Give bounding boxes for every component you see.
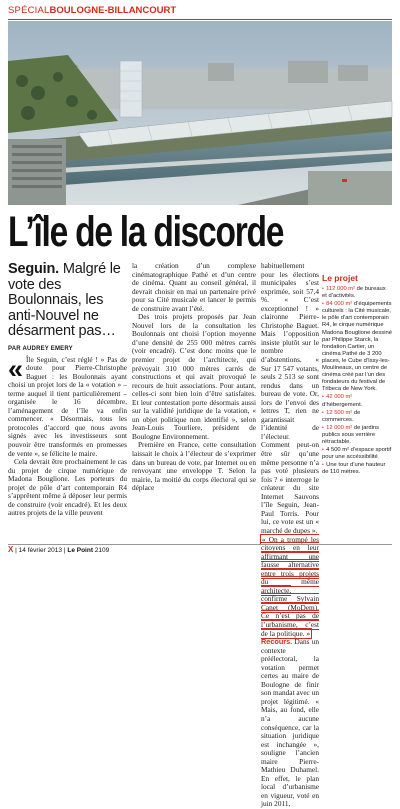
hero-photo [8, 21, 392, 205]
sidebar-item-figure: 12 000 m² [326, 424, 354, 431]
paragraph: Recours. Dans un contexte préélectoral, la votation permet certes au maire de Boulogne de finir son mandat avec un projet légitimé. « Mais, au fond, elle n’a aucune conséquence, car la situation juridique est inchangée », souligne l’ancien maire Pierre-Mathieu Duhamel. En effet, le plan local d’urbanisme en vigueur, voté en juin 2011, [261, 637, 319, 809]
bullet-icon: • [322, 462, 326, 469]
column-3 [261, 261, 319, 809]
bullet-icon: • [322, 447, 326, 454]
bullet-icon: • [322, 394, 326, 401]
body-col3 [261, 262, 319, 809]
paragraph: Cela devrait être prochainement le cas du projet de cirque numérique de Madona Bouglione. Les porteurs du projet de pôle d’art contemporain R4 s’apprêtent même à déposer leur permis de construire (voir encadré). Et les deux autres projets de la ville peuvent [8, 457, 127, 518]
bullet-icon: • [322, 301, 326, 308]
dropcap: « [8, 353, 24, 384]
sidebar-item-text: d’hébergement. [322, 401, 363, 408]
body-col1 [8, 353, 127, 518]
header-rule [8, 19, 392, 20]
footer-brand: Le Point [67, 547, 93, 554]
column-1 [8, 262, 127, 542]
body-col2 [132, 262, 256, 493]
sidebar-item [322, 301, 392, 393]
paragraph: Des trois projets proposés par Jean Nouvel lors de la consultation les Boulonnais ont choisi l’option moyenne d’une densité de 255 000 mètres carrés (voir encadré). C’est donc moins que le premier projet de l’architecte, qui prévoyait 310 000 mètres carrés de constructions et qui avait provoqué le recours de huit associations. Pour autant, celles-ci sont bien loin d’être satisfaites. Et leur contestation porte désormais aussi sur la validité juridique de la votation, « un objet politique non identifié », selon Jean-Louis Tourliere, président de Boulogne Environnement. [132, 312, 256, 441]
paragraph: la création d’un complexe cinématographique Pathé et d’un centre de cinéma. Quant au conseil général, il devrait choisir en mai un partenaire privé pour sa Cité musicale et lancer le permis de construire avant l’été. [132, 261, 256, 313]
sidebar-item-text: d’équipements culturels : la Cité musicale, le pôle d’art contemporain R4, le cirque numérique Madona Bouglione dessiné par Philippe Starck, la fondation Cartier, un cinéma Pathé de 3 200 places, le Cube d’Issy-les-Moulineaux, un centre de cinéma créé par l’un des fondateurs du festival de Tribeca de New York. [322, 301, 392, 393]
section-label: SPÉCIAL [8, 5, 50, 16]
sidebar-item-figure: 84 000 m² [326, 301, 354, 308]
boxed-quote-text: « On a trompé les citoyens en leur affirmant une fausse alternative entre trois projets du même architecte, confirme Sylvain Canet (MoDem). Ce n’est pas de l’urbanisme, c’est de la politique. » [261, 534, 319, 638]
sidebar-items [322, 286, 392, 476]
recours-lead: Recours. [261, 637, 293, 647]
sidebar-item-text: de commerces. [322, 409, 361, 423]
sidebar-item-text: Une tour d’une hauteur de 110 mètres. [322, 462, 386, 476]
sidebar-item [322, 286, 392, 300]
paragraph: « Île Seguin, c’est réglé ! » Pas de doute pour Pierre-Christophe Baguet : les Boulonnais ayant choisi un projet lors de la « votation » – terme auquel il tient particulièrement – organisée le 16 décembre, l’aménagement de l’île va enfin commencer. « Désormais, tous les protocoles d’accord que nous avons signés avec les investisseurs sont pouvoir être transformés en promesses de vente », se félicite le maire. [8, 353, 127, 458]
footer-marker: X [8, 545, 14, 554]
bullet-icon: • [322, 409, 326, 416]
headline: L’île de la discorde [8, 208, 284, 256]
sidebar-item [322, 410, 392, 424]
sidebar-item-text: de jardins publics sous verrière rétractable. [322, 424, 379, 445]
deck-lead: Seguin. [8, 261, 59, 277]
sidebar-item [322, 394, 392, 408]
footer-issue: 2109 [94, 547, 110, 554]
sidebar-item-figure: 112 000 m² [326, 286, 357, 292]
byline: PAR AUDREY EMERY [8, 345, 73, 352]
footer: X | 14 février 2013 | Le Point 2109 [8, 545, 110, 554]
sidebar-title: Le projet [322, 273, 358, 283]
footer-date: 14 février 2013 [18, 547, 63, 554]
section-city: BOULOGNE-BILLANCOURT [49, 5, 177, 16]
bullet-icon: • [322, 424, 326, 431]
sidebar-le-projet [322, 273, 392, 543]
sidebar-item [322, 447, 392, 461]
sidebar-item-figure: 12 500 m² [326, 409, 354, 416]
deck-text: Malgré le vote des Boulonnais, les anti-Nouvel ne désarment pas… [8, 261, 121, 339]
paragraph: Première en France, cette consultation laissait le choix à l’électeur de s’exprimer dans un bureau de vote, par Internet ou en renvoyant une enveloppe T. Selon la mairie, la moitié du corps électoral qui se déplace [132, 440, 256, 493]
tower [120, 61, 142, 117]
hero-illustration [8, 21, 392, 205]
bullet-icon: • [322, 286, 326, 292]
column-2 [132, 262, 256, 542]
sidebar-item-figure: 42 000 m² [326, 394, 353, 401]
sidebar-item [322, 425, 392, 446]
boxed-quote [261, 536, 319, 639]
section-header [8, 4, 392, 18]
sidebar-item-text: 4 500 m² d’espace sportif pour une accéssibilité [322, 447, 392, 461]
paragraph: habituellement pour les élections municipales s’est exprimée, soit 57,4 %. « C’est exceptionnel ! » claironne Pierre-Christophe Baguet. Mais l’opposition insiste plutôt sur le nombre d’abstentions. « Sur 17 547 votants, seuls 2 513 se sont rendus dans un bureau de vote. Or, lors de l’envoi des lettres T, rien ne garantissait l’identité de l’électeur. Comment peut-on être sûr qu’une même personne n’a pas voté plusieurs fois ? » interroge le créateur du site Internet Sauvons l’île Seguin, Jean-Paul Torris. Pour lui, ce vote est un « marché de dupes ». [261, 261, 319, 535]
sidebar-item-text: de bureaux et d’activités. [322, 286, 386, 300]
sidebar-item [322, 462, 392, 476]
deck [8, 262, 127, 340]
